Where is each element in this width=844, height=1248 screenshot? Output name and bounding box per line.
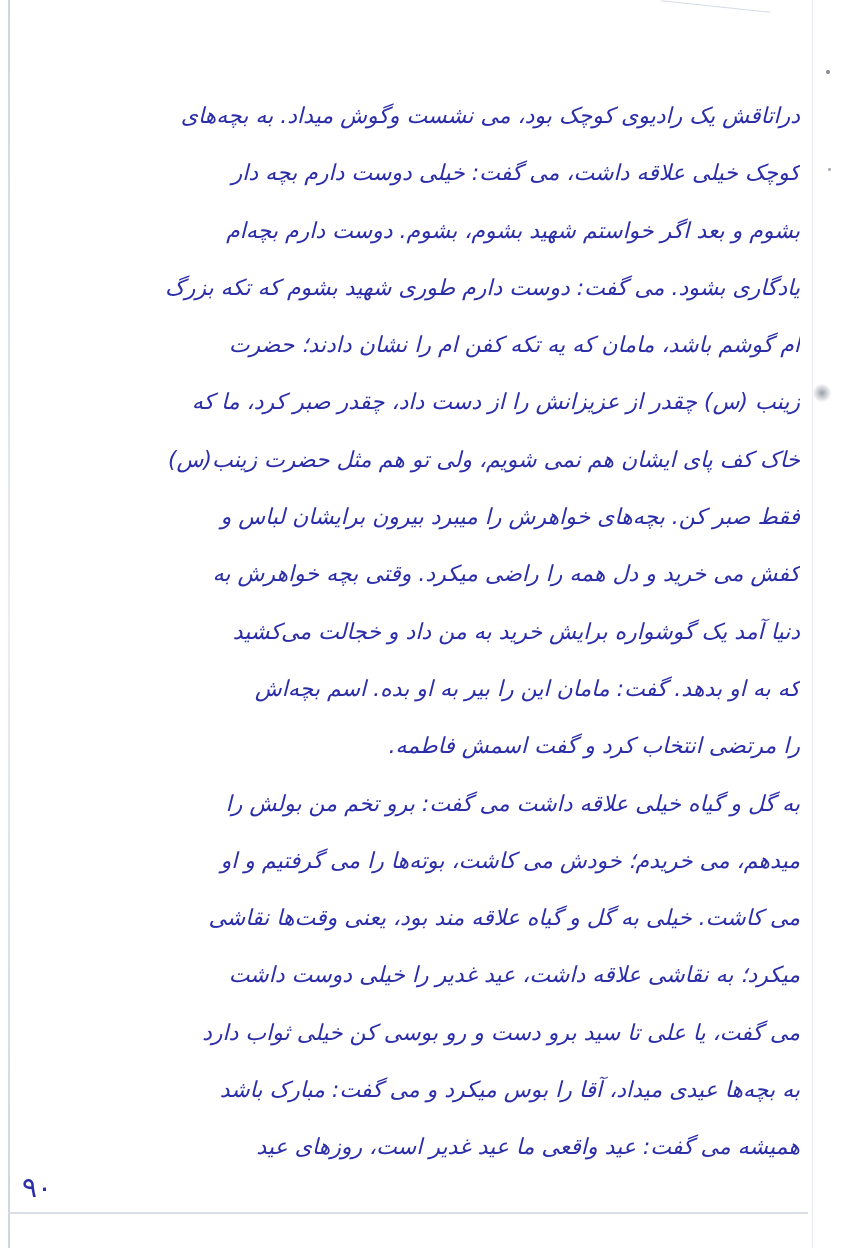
text-line: زینب (س) چقدر از عزیزانش را از دست داد، چقدر صبر کرد، ما که xyxy=(191,390,800,416)
text-line: میکرد؛ به نقاشی علاقه داشت، عید غدیر را خیلی دوست داشت xyxy=(228,963,800,989)
text-line: به بچه‌ها عیدی میداد، آقا را بوس میکرد و می گفت: مبارک باشد xyxy=(219,1078,800,1104)
text-line: ام گوشم باشد، مامان که یه تکه کفن ام را نشان دادند؛ حضرت xyxy=(228,333,800,359)
text-line: فقط صبر کن. بچه‌های خواهرش را میبرد بیرون برایشان لباس و xyxy=(220,505,800,531)
text-line: کفش می خرید و دل همه را راضی میکرد. وقتی بچه خواهرش به xyxy=(212,562,800,588)
text-line: دراتاقش یک رادیوی کوچک بود، می نشست وگوش میداد. به بچه‌های xyxy=(180,104,800,129)
text-line: دنیا آمد یک گوشواره برایش خرید به من داد و خجالت می‌کشید xyxy=(232,619,800,645)
page-bottom-edge xyxy=(8,1212,808,1214)
page-number: ۹۰ xyxy=(22,1171,53,1204)
page-edge-left xyxy=(8,0,10,1248)
text-line: به گل و گیاه خیلی علاقه داشت می گفت: برو تخم من بولش را xyxy=(225,791,800,817)
text-line: می کاشت. خیلی به گل و گیاه علاقه مند بود، یعنی وقت‌ها نقاشی xyxy=(208,906,800,932)
text-line: بشوم و بعد اگر خواستم شهید بشوم، بشوم. دوست دارم بچه‌ام xyxy=(226,218,800,244)
ink-dot xyxy=(826,70,830,74)
page-edge-right xyxy=(812,0,813,1248)
text-line: که به او بدهد. گفت: مامان این را بیر به او بده. اسم بچه‌اش xyxy=(254,676,800,702)
text-line: کوچک خیلی علاقه داشت، می گفت: خیلی دوست دارم بچه دار xyxy=(231,161,800,187)
text-line: همیشه می گفت: عید واقعی ما عید غدیر است، روزهای عید xyxy=(256,1135,800,1161)
text-line: یادگاری بشود. می گفت: دوست دارم طوری شهید بشوم که تکه بزرگ xyxy=(165,275,800,301)
ink-smudge xyxy=(812,384,832,402)
text-line: خاک کف پای ایشان هم نمی شویم، ولی تو هم مثل حضرت زینب(س) xyxy=(167,447,800,473)
text-line: را مرتضی انتخاب کرد و گفت اسمش فاطمه. xyxy=(388,734,800,760)
ink-dot xyxy=(828,168,831,171)
text-line: میدهم، می خریدم؛ خودش می کاشت، بوته‌ها را می گرفتیم و او xyxy=(220,848,800,874)
text-line: می گفت، یا علی تا سید برو دست و رو بوسی کن خیلی ثواب دارد xyxy=(202,1020,800,1046)
handwritten-text-block xyxy=(22,88,800,1177)
top-scribble xyxy=(659,0,770,28)
